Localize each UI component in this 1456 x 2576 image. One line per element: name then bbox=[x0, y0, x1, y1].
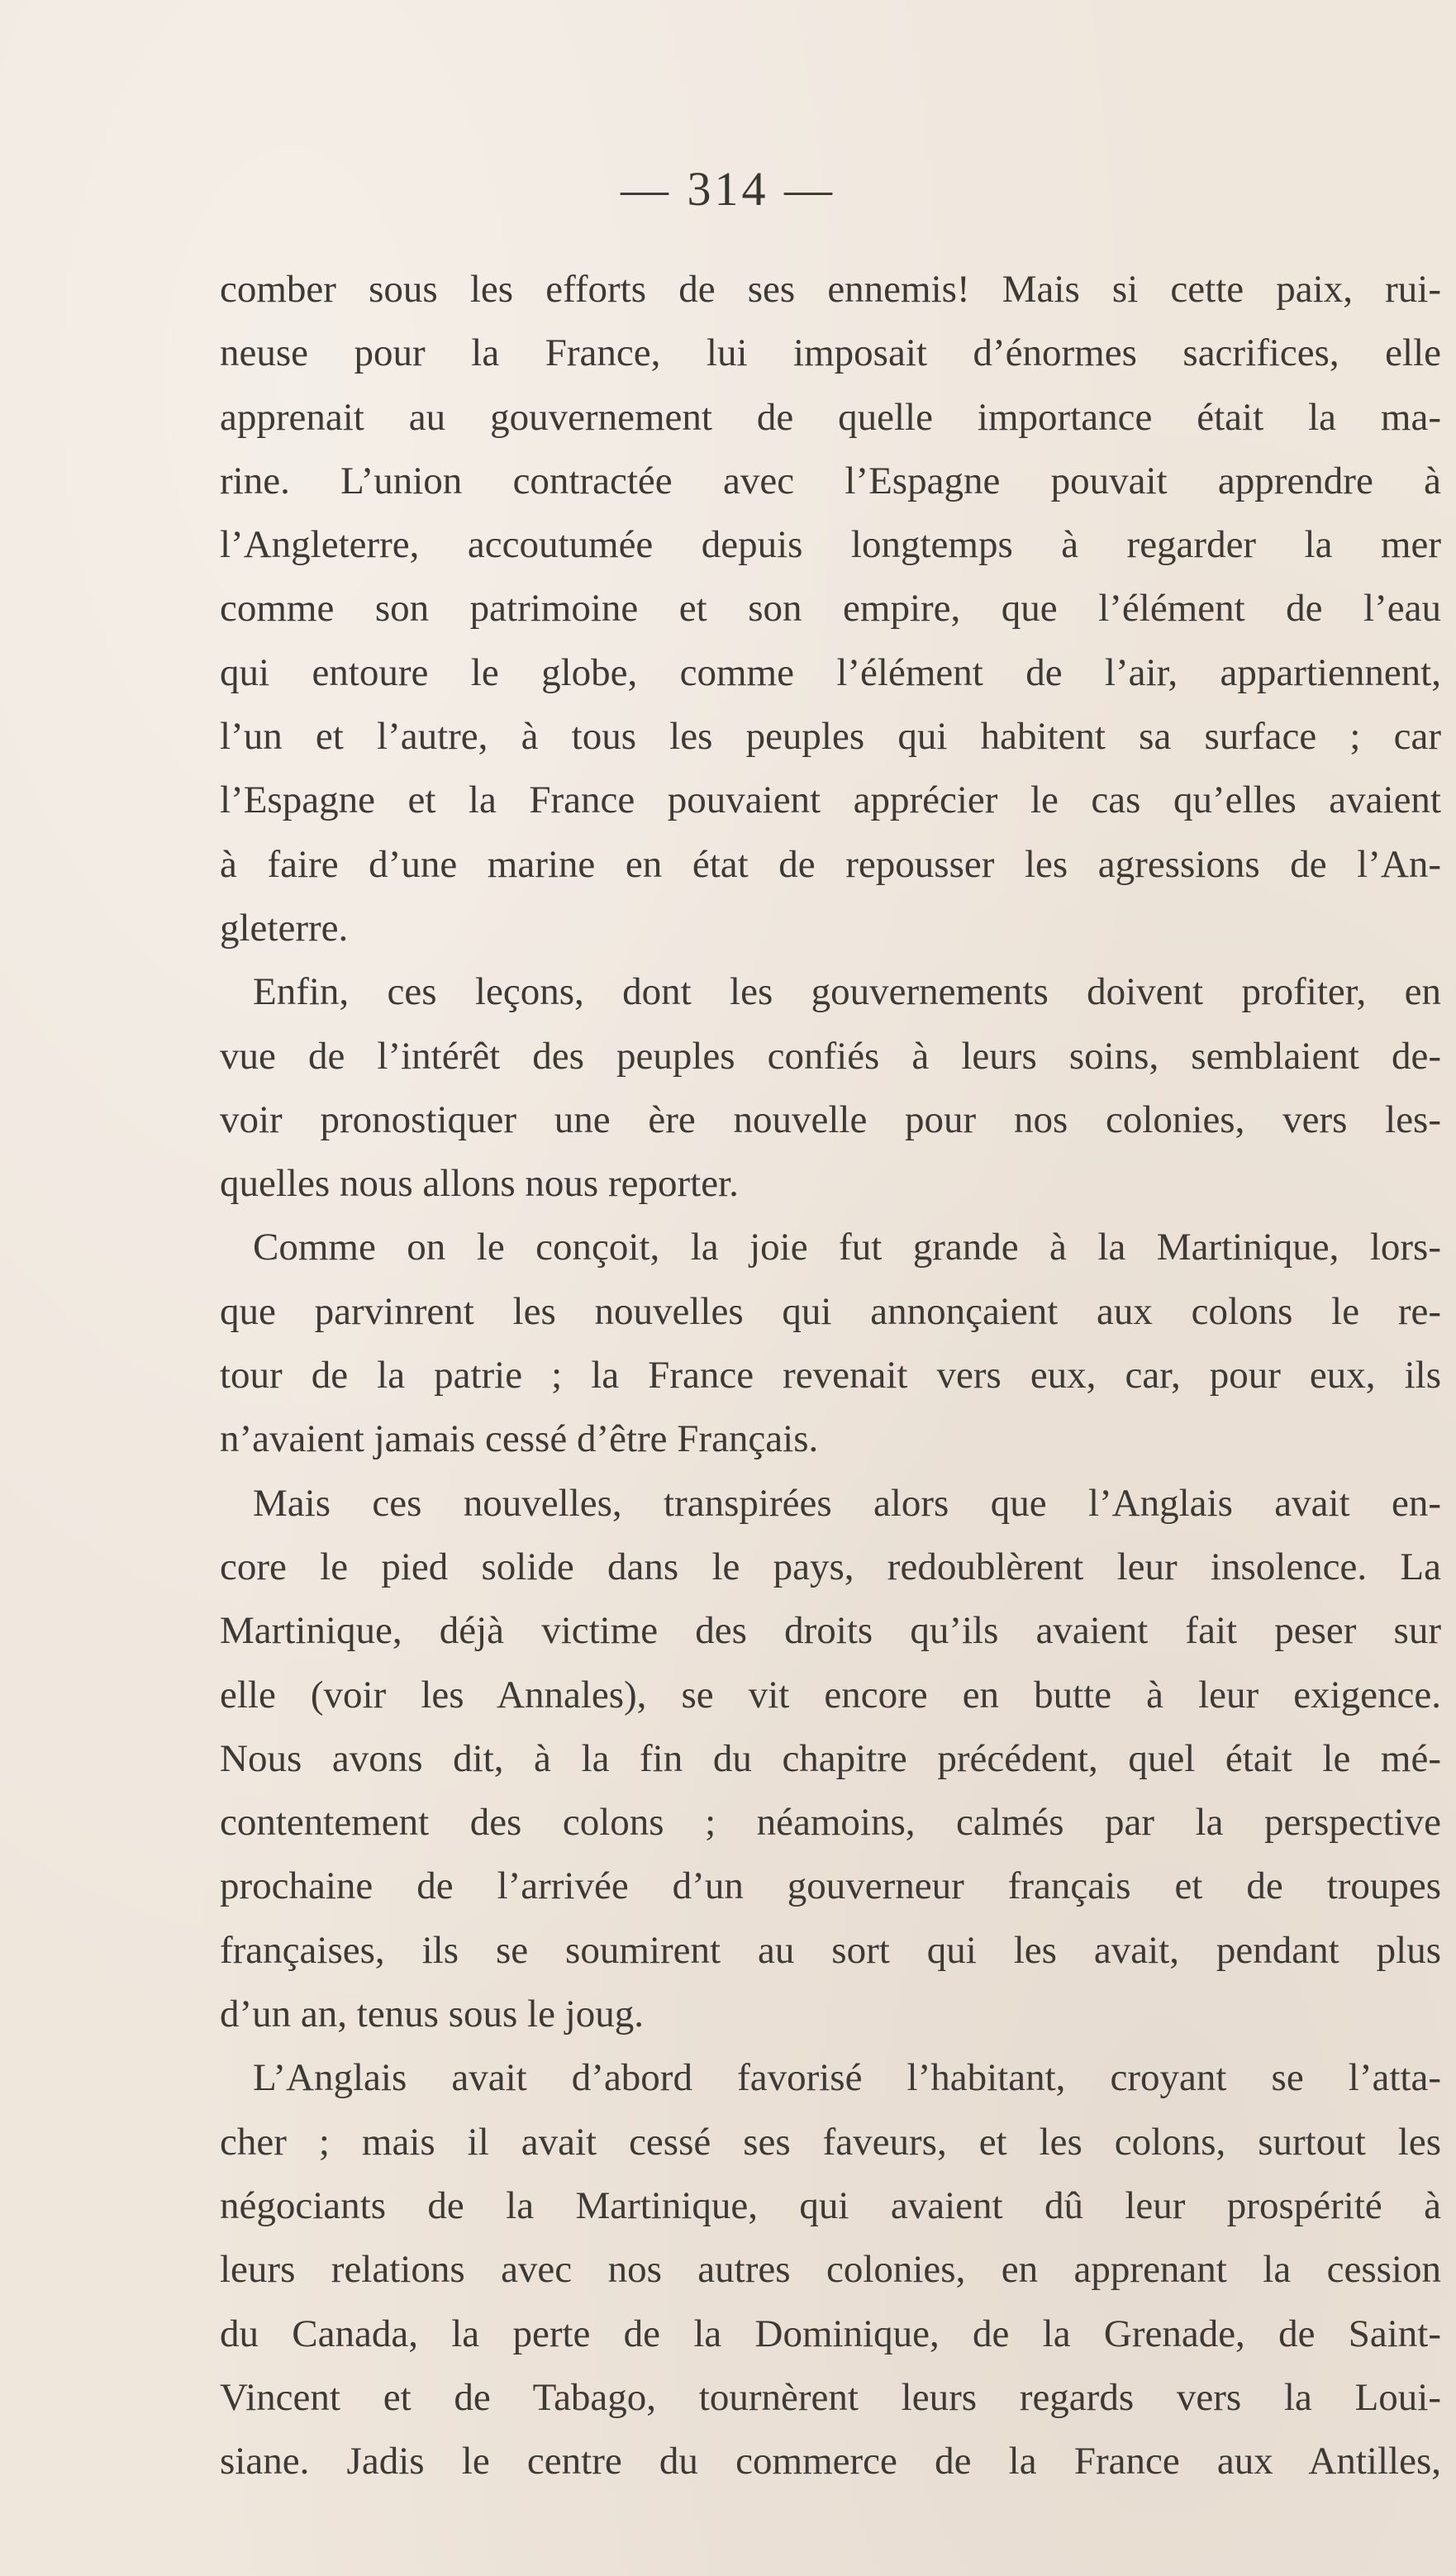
text-line: l’Espagne et la France pouvaient apprécier le cas qu’elles avaient bbox=[220, 779, 1441, 822]
text-line: Enfin, ces leçons, dont les gouvernements doivent profiter, en bbox=[253, 970, 1441, 1014]
text-line: Comme on le conçoit, la joie fut grande à la Martinique, lors- bbox=[253, 1226, 1441, 1269]
text-line: du Canada, la perte de la Dominique, de la Grenade, de Saint- bbox=[220, 2312, 1441, 2355]
text-line: vue de l’intérêt des peuples confiés à leurs soins, semblaient de- bbox=[220, 1034, 1441, 1078]
text-line: voir pronostiquer une ère nouvelle pour nos colonies, vers les- bbox=[220, 1098, 1441, 1141]
text-line: rine. L’union contractée avec l’Espagne pouvait apprendre à bbox=[220, 459, 1441, 502]
text-line: Vincent et de Tabago, tournèrent leurs regards vers la Loui- bbox=[220, 2375, 1441, 2419]
text-line: cher ; mais il avait cessé ses faveurs, et les colons, surtout les bbox=[220, 2120, 1441, 2164]
text-line: leurs relations avec nos autres colonies, en apprenant la cession bbox=[220, 2248, 1441, 2292]
text-line: siane. Jadis le centre du commerce de la France aux Antilles, bbox=[220, 2440, 1441, 2483]
text-line: quelles nous allons nous reporter. bbox=[220, 1162, 739, 1206]
text-line: comber sous les efforts de ses ennemis! Mais si cette paix, rui- bbox=[220, 268, 1441, 311]
text-line: Mais ces nouvelles, transpirées alors que l’Anglais avait en- bbox=[253, 1481, 1441, 1525]
text-line: gleterre. bbox=[220, 906, 349, 950]
text-line: elle (voir les Annales), se vit encore en butte à leur exigence. bbox=[220, 1673, 1441, 1717]
text-line: à faire d’une marine en état de repousser les agressions de l’An- bbox=[220, 842, 1441, 886]
text-line: l’un et l’autre, à tous les peuples qui habitent sa surface ; car bbox=[220, 715, 1441, 759]
text-line: neuse pour la France, lui imposait d’énormes sacrifices, elle bbox=[220, 331, 1441, 375]
text-line: négociants de la Martinique, qui avaient dû leur prospérité à bbox=[220, 2183, 1441, 2227]
text-line: Nous avons dit, à la fin du chapitre précédent, quel était le mé- bbox=[220, 1736, 1441, 1780]
text-line: que parvinrent les nouvelles qui annonçaient aux colons le re- bbox=[220, 1289, 1441, 1333]
body-text bbox=[220, 258, 1441, 2493]
text-line: d’un an, tenus sous le joug. bbox=[220, 1993, 645, 2036]
text-line: comme son patrimoine et son empire, que l’élément de l’eau bbox=[220, 587, 1441, 631]
text-line: prochaine de l’arrivée d’un gouverneur français et de troupes bbox=[220, 1864, 1441, 1908]
text-line: françaises, ils se soumirent au sort qui les avait, pendant plus bbox=[220, 1928, 1441, 1972]
text-line: n’avaient jamais cessé d’être Français. bbox=[220, 1417, 819, 1461]
text-line: tour de la patrie ; la France revenait vers eux, car, pour eux, ils bbox=[220, 1354, 1441, 1398]
text-line: L’Anglais avait d’abord favorisé l’habitant, croyant se l’atta- bbox=[253, 2056, 1441, 2100]
text-line: qui entoure le globe, comme l’élément de l’air, appartiennent, bbox=[220, 650, 1441, 694]
text-line: contentement des colons ; néamoins, calmés par la perspective bbox=[220, 1801, 1441, 1845]
text-line: l’Angleterre, accoutumée depuis longtemps à regarder la mer bbox=[220, 523, 1441, 567]
text-line: Martinique, déjà victime des droits qu’ils avaient fait peser sur bbox=[220, 1609, 1441, 1653]
page-number: — 314 — bbox=[621, 162, 835, 216]
text-line: core le pied solide dans le pays, redoublèrent leur insolence. La bbox=[220, 1545, 1441, 1588]
text-line: apprenait au gouvernement de quelle importance était la ma- bbox=[220, 395, 1441, 439]
